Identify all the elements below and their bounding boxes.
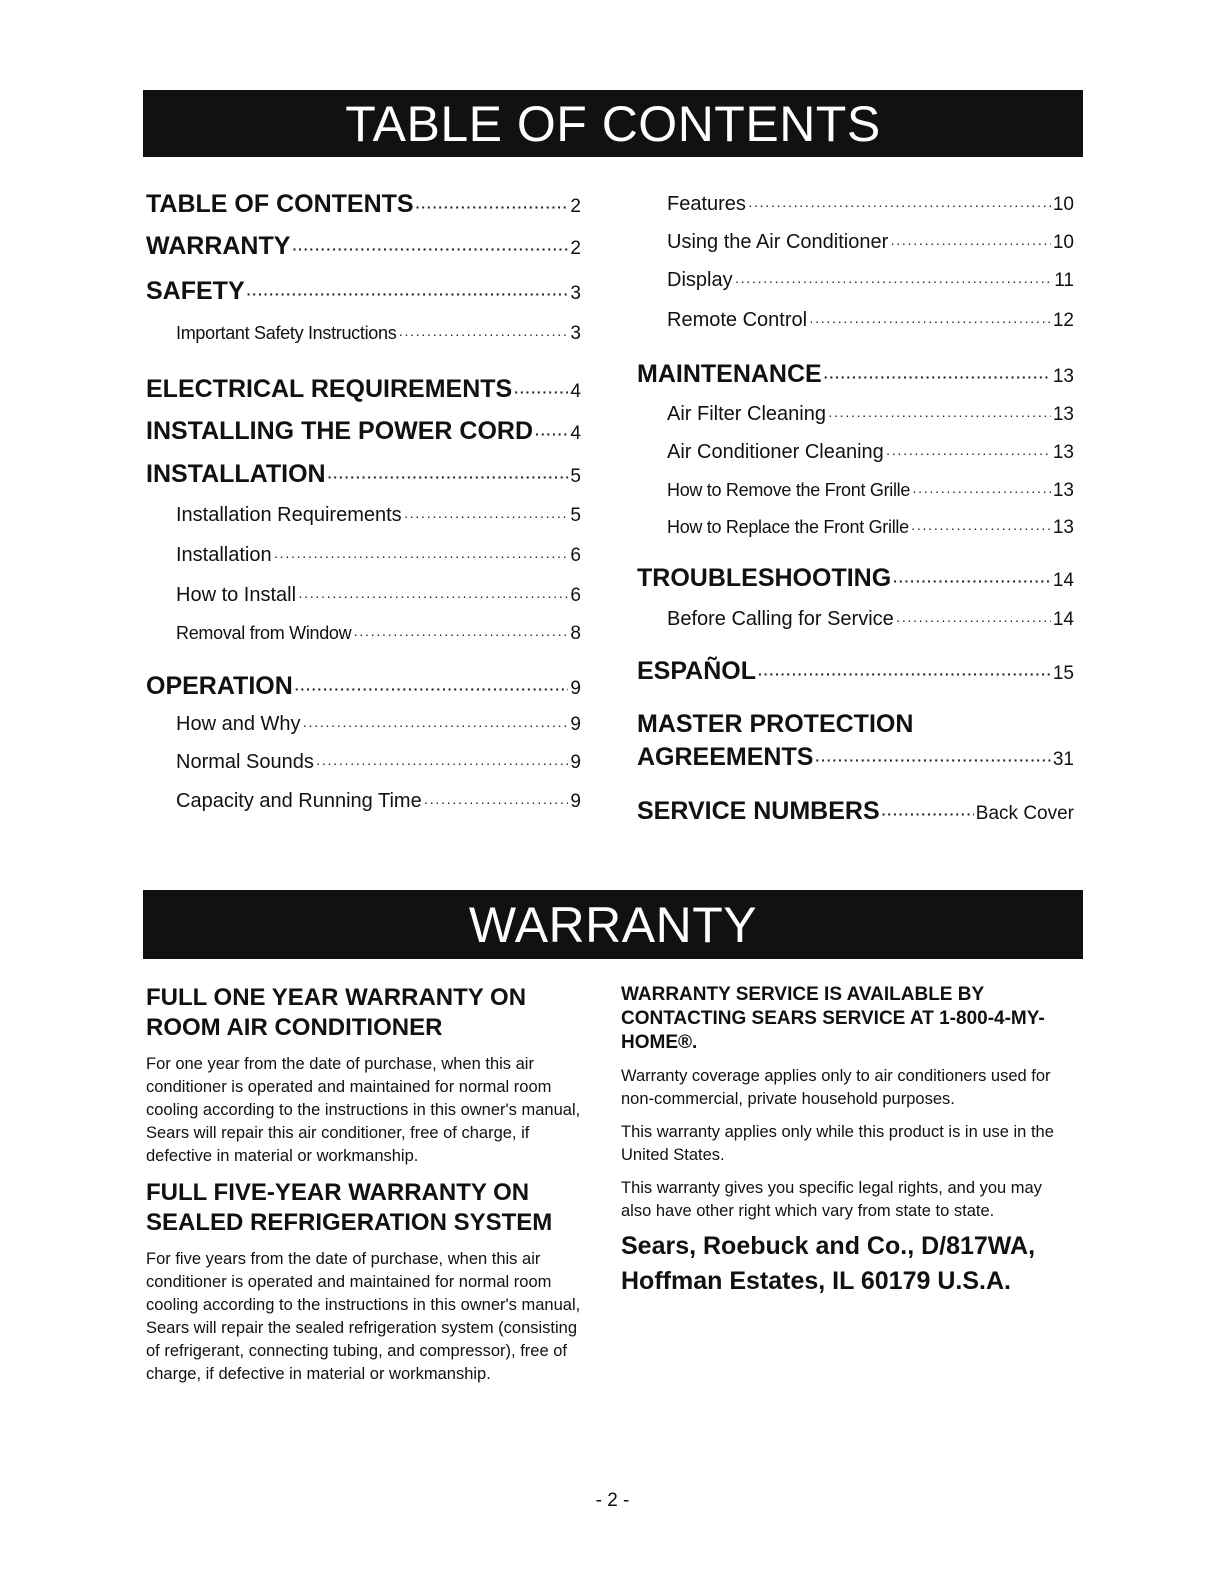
toc-entry[interactable] (637, 441, 1074, 464)
toc-entry-page: 31 (1052, 749, 1074, 770)
one-year-warranty-text: For one year from the date of purchase, when this air conditioner is operated and maintained for normal room cooling according to the instructions in this owner's manual, Sears will repair this air conditioner, free of charge, if defective in material or workmanship. (146, 1055, 581, 1165)
five-year-warranty-text: For five years from the date of purchase, when this air conditioner is operated and maintained for normal room cooling according to the instructions in this owner's manual, Sears will repair the sealed refrigeration system (consisting of refrigerant, connecting tubing, and compressor), free of charge, if defective in material or workmanship. (146, 1250, 581, 1383)
toc-entry-page: 15 (1052, 663, 1074, 684)
page-number: - 2 - (595, 1490, 630, 1511)
toc-entry-title: How to Remove the Front Grille (667, 480, 911, 500)
warranty-left-column (146, 983, 586, 1386)
toc-leader (247, 286, 569, 302)
warranty-section-banner (143, 890, 1083, 959)
toc-entry-title: Installation (176, 544, 272, 566)
warranty-section-title: WARRANTY (468, 896, 758, 953)
toc-entry[interactable] (146, 623, 581, 645)
toc-entry[interactable] (637, 797, 1074, 826)
toc-leader (535, 426, 568, 442)
toc-entry-page: 13 (1052, 404, 1074, 425)
toc-entry[interactable] (637, 403, 1074, 426)
toc-entry[interactable] (146, 323, 581, 345)
toc-entry-page: 13 (1052, 442, 1074, 463)
toc-entry-page: 4 (570, 381, 581, 402)
toc-leader (328, 469, 569, 485)
toc-entry-title: Removal from Window (176, 623, 352, 643)
toc-entry[interactable] (146, 790, 581, 813)
legal-rights-text: This warranty gives you specific legal rights, and you may also have other right which vary from state to state. (621, 1179, 1042, 1220)
toc-entry-page: 5 (570, 466, 581, 487)
toc-entry-page: 12 (1052, 310, 1074, 331)
toc-entry-page: 2 (570, 238, 581, 259)
toc-entry[interactable] (146, 417, 581, 446)
toc-entry-page: 9 (570, 678, 581, 699)
toc-section-title: TABLE OF CONTENTS (345, 95, 881, 152)
toc-entry-page: 10 (1052, 194, 1074, 215)
toc-entry-page: 14 (1052, 609, 1074, 630)
toc-entry-title: MASTER PROTECTION (637, 710, 914, 738)
toc-entry[interactable] (146, 277, 581, 306)
toc-entry[interactable] (146, 460, 581, 489)
toc-entry[interactable] (637, 193, 1074, 216)
toc-leader (912, 483, 1051, 499)
toc-entry[interactable] (637, 231, 1074, 254)
toc-leader (748, 197, 1051, 213)
toc-entry-continued-title[interactable] (637, 710, 913, 739)
toc-entry[interactable] (146, 713, 581, 736)
toc-leader (416, 199, 569, 215)
toc-entry[interactable] (146, 672, 581, 701)
toc-leader (828, 407, 1051, 423)
toc-entry-title: WARRANTY (146, 232, 291, 260)
toc-entry-title: SAFETY (146, 277, 245, 305)
toc-entry-page: Back Cover (975, 803, 1074, 824)
us-only-text: This warranty applies only while this product is in use in the United States. (621, 1123, 1054, 1164)
toc-leader (292, 241, 568, 257)
five-year-warranty-heading: FULL FIVE-YEAR WARRANTY ON SEALED REFRIGERATION SYSTEM (146, 1179, 553, 1236)
toc-leader (398, 326, 568, 342)
toc-entry-title: AGREEMENTS (637, 743, 814, 771)
sears-address-line2: Hoffman Estates, IL 60179 U.S.A. (621, 1267, 1011, 1295)
toc-entry-title: Display (667, 269, 733, 291)
toc-entry-title: How to Replace the Front Grille (667, 517, 909, 537)
toc-leader (815, 752, 1050, 768)
toc-entry-title: Important Safety Instructions (176, 323, 397, 343)
toc-leader (911, 520, 1051, 536)
coverage-text: Warranty coverage applies only to air conditioners used for non-commercial, private household purposes. (621, 1067, 1051, 1108)
toc-leader (424, 794, 569, 810)
toc-leader (295, 681, 569, 697)
toc-entry[interactable] (637, 269, 1074, 292)
toc-entry[interactable] (146, 544, 581, 567)
toc-leader (274, 548, 569, 564)
toc-entry[interactable] (146, 751, 581, 774)
toc-entry-title: Capacity and Running Time (176, 790, 422, 812)
toc-entry[interactable] (637, 564, 1074, 593)
toc-entry-page: 9 (570, 714, 581, 735)
toc-entry-page: 5 (570, 505, 581, 526)
toc-entry-page: 8 (570, 623, 581, 644)
toc-entry-page: 6 (570, 585, 581, 606)
toc-entry[interactable] (637, 608, 1074, 631)
toc-entry-title: Air Filter Cleaning (667, 403, 826, 425)
toc-leader (353, 626, 568, 642)
toc-leader (404, 508, 569, 524)
toc-entry-title: How to Install (176, 584, 297, 606)
toc-leader (735, 273, 1053, 289)
toc-entry[interactable] (146, 584, 581, 607)
toc-leader (893, 573, 1051, 589)
toc-entry-title: INSTALLATION (146, 460, 326, 488)
toc-entry-title: Remote Control (667, 309, 808, 331)
toc-leader (758, 666, 1051, 682)
toc-entry[interactable] (146, 504, 581, 527)
toc-entry[interactable] (637, 480, 1074, 502)
warranty-right-column (621, 983, 1066, 1299)
toc-entry[interactable] (146, 190, 581, 219)
toc-leader (824, 369, 1051, 385)
toc-entry-title: TABLE OF CONTENTS (146, 190, 414, 218)
one-year-warranty-heading: FULL ONE YEAR WARRANTY ON ROOM AIR CONDITIONER (146, 984, 527, 1041)
toc-entry-page: 4 (570, 423, 581, 444)
toc-entry-page: 6 (570, 545, 581, 566)
toc-entry-title: INSTALLING THE POWER CORD (146, 417, 534, 445)
toc-leader (303, 717, 569, 733)
toc-entry-page: 3 (570, 283, 581, 304)
toc-leader (809, 313, 1051, 329)
toc-entry[interactable] (146, 375, 581, 404)
toc-entry[interactable] (637, 309, 1074, 332)
toc-entry-title: Installation Requirements (176, 504, 402, 526)
toc-entry-page: 14 (1052, 570, 1074, 591)
toc-entry[interactable] (637, 743, 1074, 772)
toc-entry[interactable] (637, 360, 1074, 389)
toc-entry-page: 9 (570, 752, 581, 773)
toc-leader (316, 755, 569, 771)
toc-section-banner (143, 90, 1083, 157)
toc-entry-title: OPERATION (146, 672, 293, 700)
toc-entry-page: 10 (1052, 232, 1074, 253)
toc-entry-title: SERVICE NUMBERS (637, 797, 880, 825)
toc-entry-page: 9 (570, 791, 581, 812)
toc-entry[interactable] (637, 657, 1074, 686)
toc-entry-page: 11 (1054, 270, 1074, 291)
toc-entry-title: Features (667, 193, 746, 215)
toc-leader (514, 384, 568, 400)
toc-entry-title: ELECTRICAL REQUIREMENTS (146, 375, 513, 403)
toc-leader (298, 588, 568, 604)
toc-entry-title: TROUBLESHOOTING (637, 564, 892, 592)
toc-entry-page: 13 (1052, 480, 1074, 501)
toc-entry-page: 2 (570, 196, 581, 217)
toc-entry-page: 13 (1052, 366, 1074, 387)
toc-entry-title: MAINTENANCE (637, 360, 822, 388)
toc-entry[interactable] (146, 232, 581, 261)
toc-entry-page: 3 (570, 323, 581, 344)
toc-entry-title: Air Conditioner Cleaning (667, 441, 884, 463)
toc-leader (882, 806, 974, 822)
toc-leader (896, 612, 1051, 628)
toc-entry-title: Using the Air Conditioner (667, 231, 889, 253)
warranty-service-heading: WARRANTY SERVICE IS AVAILABLE BY CONTACTING SEARS SERVICE AT 1-800-4-MY-HOME®. (621, 984, 1045, 1053)
toc-leader (890, 235, 1051, 251)
toc-entry-page: 13 (1052, 517, 1074, 538)
toc-leader (886, 445, 1051, 461)
toc-entry-title: How and Why (176, 713, 301, 735)
toc-entry[interactable] (637, 517, 1074, 539)
toc-entry-title: ESPAÑOL (637, 657, 756, 685)
sears-address-line1: Sears, Roebuck and Co., D/817WA, (621, 1232, 1036, 1260)
toc-entry-title: Before Calling for Service (667, 608, 894, 630)
toc-entry-title: Normal Sounds (176, 751, 314, 773)
